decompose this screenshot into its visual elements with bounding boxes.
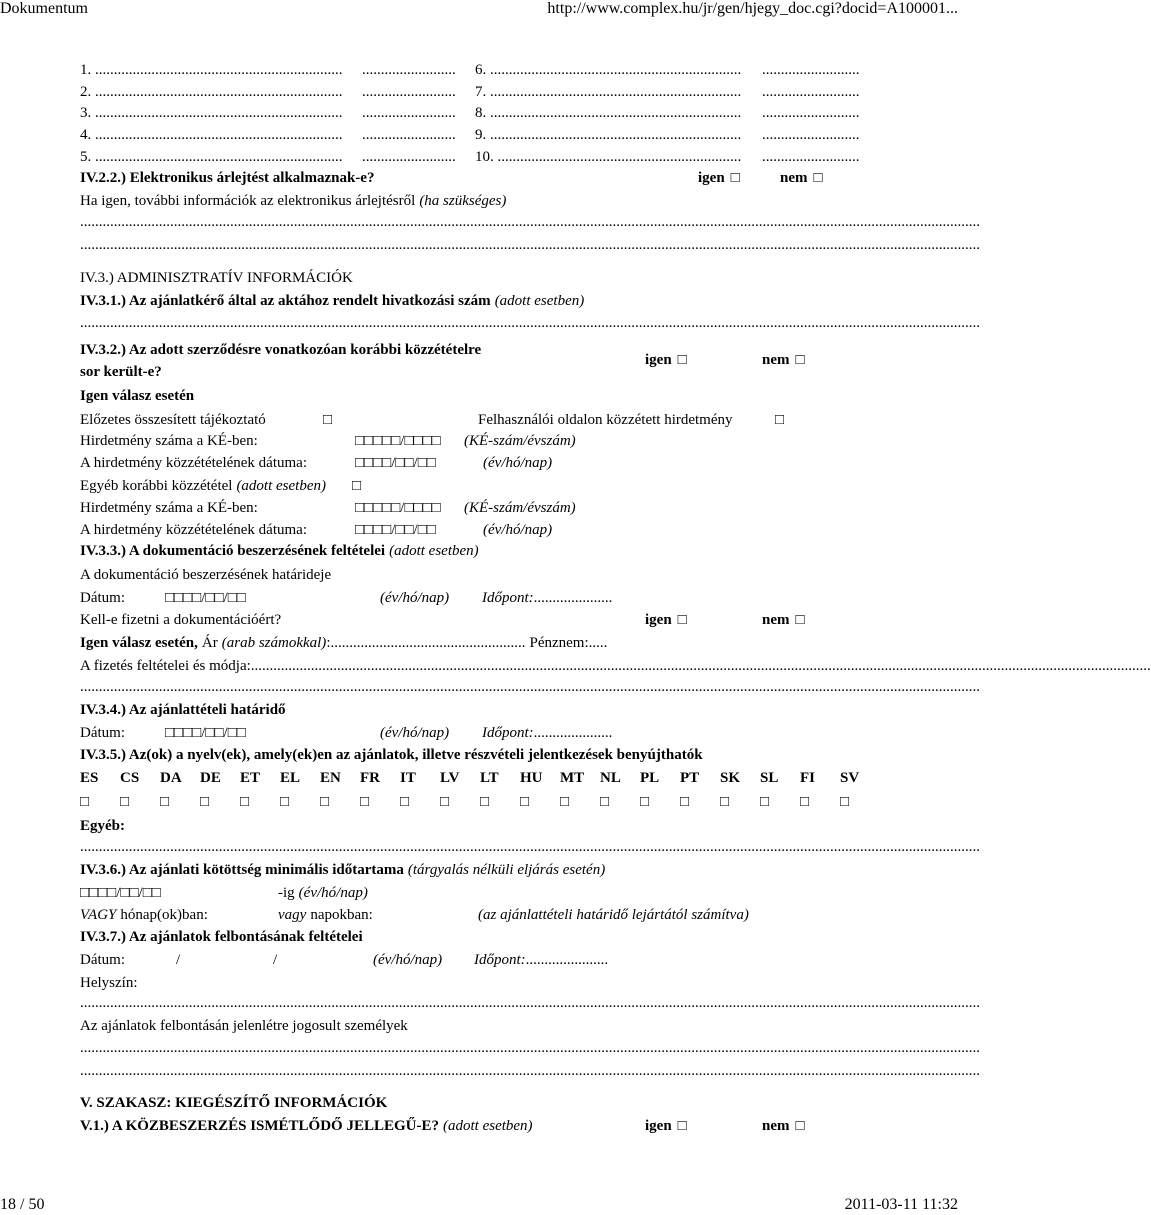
time-field	[474, 951, 608, 969]
date-format: (év/hó/nap)	[373, 952, 443, 968]
notice-number-label: Hirdetmény száma a KÉ-ben:	[80, 433, 258, 449]
checkbox-icon: □	[795, 612, 805, 628]
checkbox-icon: □	[813, 170, 823, 186]
previous-publication-heading-cont: sor került-e?	[80, 364, 162, 380]
checkbox-icon: □	[677, 352, 687, 368]
price-if-yes: Igen válasz esetén,	[80, 635, 198, 651]
documents-heading-row	[80, 542, 479, 560]
list-item-value: .........................	[362, 105, 456, 121]
admin-heading: IV.3.) ADMINISZTRATÍV INFORMÁCIÓK	[80, 270, 353, 286]
date-label: Dátum:	[80, 952, 125, 968]
blank-line: ................................................................................................................................................................................................................................................	[80, 995, 980, 1011]
notice-number-format: (KÉ-szám/évszám)	[464, 500, 576, 516]
list-item-label: 4. ..................................................................	[80, 127, 343, 143]
yes-label: igen	[645, 1118, 672, 1134]
language-code-es: ES	[80, 770, 99, 786]
language-code-it: IT	[400, 770, 416, 786]
checkbox-icon: □	[323, 412, 333, 428]
language-checkbox-en: □	[320, 794, 330, 810]
language-checkbox-es: □	[80, 794, 90, 810]
list-item-value: .........................	[362, 149, 456, 165]
checkbox-icon: □	[775, 412, 785, 428]
blank-line: ................................................................................................................................................................................................................................................	[80, 1040, 980, 1056]
checkbox-icon: □	[677, 612, 687, 628]
notice-number-boxes: □□□□□/□□□□	[355, 433, 441, 449]
payment-terms-label: A fizetés feltételei és módja:	[80, 658, 251, 674]
recurrent-question: V.1.) A KÖZBESZERZÉS ISMÉTLŐDŐ JELLEGŰ-E?	[80, 1118, 439, 1134]
list-item-label: 2. ..................................................................	[80, 84, 343, 100]
list-item-label: 3. ..................................................................	[80, 105, 343, 121]
checkbox-icon: □	[795, 1118, 805, 1134]
validity-heading-row	[80, 861, 605, 879]
validity-months	[80, 906, 208, 924]
publication-date-boxes: □□□□/□□/□□	[355, 522, 436, 538]
blank-line: ................................................................................................................................................................................................................................................	[80, 1063, 980, 1079]
tender-deadline-heading: IV.3.4.) Az ajánlattételi határidő	[80, 702, 286, 718]
no-label: nem	[762, 352, 790, 368]
time-label: Időpont:	[482, 590, 534, 606]
language-code-lt: LT	[480, 770, 499, 786]
header-url: http://www.complex.hu/jr/gen/hjegy_doc.cgi?docid=A100001...	[547, 0, 958, 17]
other-publication-label: Egyéb korábbi közzététel	[80, 478, 233, 494]
e-auction-info-label: Ha igen, további információk az elektronikus árlejtésről	[80, 193, 416, 209]
list-item-label: 5. ..................................................................	[80, 149, 343, 165]
list-item-value: ..........................	[762, 105, 860, 121]
file-reference-row	[80, 292, 584, 310]
notice-number-boxes: □□□□□/□□□□	[355, 500, 441, 516]
languages-heading: IV.3.5.) Az(ok) a nyelv(ek), amely(ek)en az ajánlatok, illetve részvételi jelentkezések benyújthatók	[80, 747, 703, 763]
notice-number-label: Hirdetmény száma a KÉ-ben:	[80, 500, 258, 516]
language-code-en: EN	[320, 770, 341, 786]
language-code-de: DE	[200, 770, 221, 786]
language-code-el: EL	[280, 770, 301, 786]
blank-line: ................................................................................................................................................................................................................................................	[80, 237, 980, 253]
price-label: Ár	[201, 635, 218, 651]
date-label: Dátum:	[80, 590, 125, 606]
language-code-sv: SV	[840, 770, 860, 786]
language-code-pt: PT	[680, 770, 700, 786]
payable-yes-option	[645, 611, 687, 629]
opening-heading: IV.3.7.) Az ajánlatok felbontásának feltételei	[80, 929, 363, 945]
list-item-value: ..........................	[762, 62, 860, 78]
validity-from-note: (az ajánlattételi határidő lejártától számítva)	[478, 907, 749, 923]
price-dots: :....................................................	[326, 635, 526, 651]
e-auction-heading: IV.2.2.) Elektronikus árlejtést alkalmaznak-e?	[80, 170, 375, 186]
previous-publication-heading: IV.3.2.) Az adott szerződésre vonatkozóan korábbi közzétételre	[80, 342, 482, 358]
language-checkbox-lv: □	[440, 794, 450, 810]
recurrent-yes-option	[645, 1117, 687, 1135]
months-label: hónap(ok)ban:	[120, 907, 208, 923]
language-code-fi: FI	[800, 770, 815, 786]
file-reference-note: (adott esetben)	[494, 293, 585, 309]
list-item-value: ..........................	[762, 149, 860, 165]
language-checkbox-el: □	[280, 794, 290, 810]
list-item-value: .........................	[362, 62, 456, 78]
language-code-mt: MT	[560, 770, 585, 786]
checkbox-icon: □	[795, 352, 805, 368]
list-item-label: 10. .................................................................	[475, 149, 742, 165]
list-item-label: 6. ...................................................................	[475, 62, 742, 78]
language-checkbox-cs: □	[120, 794, 130, 810]
previous-publication-yes-option	[645, 351, 687, 369]
date-format: (év/hó/nap)	[483, 522, 553, 538]
time-field	[482, 724, 612, 742]
checkbox-icon: □	[352, 478, 362, 494]
date-boxes: □□□□/□□/□□	[165, 590, 246, 606]
documents-heading: IV.3.3.) A dokumentáció beszerzésének feltételei	[80, 543, 386, 559]
recurrent-note: (adott esetben)	[443, 1118, 533, 1134]
language-checkbox-pt: □	[680, 794, 690, 810]
other-publication-row	[80, 477, 326, 495]
persons-label: Az ajánlatok felbontásán jelenlétre jogosult személyek	[80, 1018, 408, 1034]
date-format: (év/hó/nap)	[483, 455, 553, 471]
language-checkbox-hu: □	[520, 794, 530, 810]
language-checkbox-sv: □	[840, 794, 850, 810]
yes-label: igen	[645, 352, 672, 368]
checkbox-icon: □	[677, 1118, 687, 1134]
language-code-hu: HU	[520, 770, 543, 786]
list-item-label: 8. ...................................................................	[475, 105, 742, 121]
e-auction-no-option	[780, 169, 823, 187]
currency-dots: .....	[588, 635, 608, 651]
language-checkbox-nl: □	[600, 794, 610, 810]
documents-note: (adott esetben)	[389, 543, 479, 559]
other-publication-note: (adott esetben)	[236, 478, 326, 494]
payment-terms-row	[80, 657, 1151, 675]
language-code-lv: LV	[440, 770, 460, 786]
language-code-cs: CS	[120, 770, 140, 786]
recurrent-no-option	[762, 1117, 805, 1135]
date-label: Dátum:	[80, 725, 125, 741]
until-suffix: -ig	[278, 885, 295, 901]
time-field	[482, 589, 612, 607]
language-checkbox-pl: □	[640, 794, 650, 810]
or-lower: vagy	[278, 907, 307, 923]
no-label: nem	[780, 170, 808, 186]
list-item-value: ..........................	[762, 127, 860, 143]
list-item-label: 7. ...................................................................	[475, 84, 742, 100]
blank-line: ................................................................................................................................................................................................................................................	[80, 839, 980, 855]
footer-page: 18 / 50	[0, 1196, 45, 1213]
blank-line: ................................................................................................................................................................................................................................................	[80, 315, 980, 331]
language-code-fr: FR	[360, 770, 380, 786]
language-checkbox-lt: □	[480, 794, 490, 810]
language-checkbox-de: □	[200, 794, 210, 810]
no-label: nem	[762, 1118, 790, 1134]
language-code-da: DA	[160, 770, 182, 786]
language-code-sk: SK	[720, 770, 741, 786]
validity-days	[278, 906, 373, 924]
or-upper: VAGY	[80, 907, 117, 923]
documents-deadline-label: A dokumentáció beszerzésének határideje	[80, 567, 332, 583]
date-slash: /	[273, 952, 278, 968]
language-checkbox-et: □	[240, 794, 250, 810]
list-item-label: 9. ...................................................................	[475, 127, 742, 143]
previous-publication-no-option	[762, 351, 805, 369]
languages-other-label: Egyéb:	[80, 818, 125, 834]
language-codes	[80, 769, 880, 787]
language-checkbox-fr: □	[360, 794, 370, 810]
list-item-value: ..........................	[762, 84, 860, 100]
language-code-nl: NL	[600, 770, 621, 786]
time-dots: ......................	[525, 952, 609, 968]
language-checkboxes	[80, 793, 880, 811]
language-checkbox-da: □	[160, 794, 170, 810]
language-code-sl: SL	[760, 770, 779, 786]
language-checkbox-fi: □	[800, 794, 810, 810]
currency-label: Pénznem:	[529, 635, 589, 651]
time-label: Időpont:	[474, 952, 526, 968]
language-code-pl: PL	[640, 770, 660, 786]
date-format: (év/hó/nap)	[298, 885, 368, 901]
date-boxes: □□□□/□□/□□	[165, 725, 246, 741]
blank-line: ................................................................................................................................................................................................................................................	[80, 679, 980, 695]
e-auction-info	[80, 192, 506, 210]
buyer-profile-notice-label: Felhasználói oldalon közzétett hirdetmény	[478, 412, 733, 428]
days-label: napokban:	[310, 907, 373, 923]
footer-datetime: 2011-03-11 11:32	[844, 1196, 958, 1213]
date-format: (év/hó/nap)	[380, 725, 450, 741]
price-note: (arab számokkal)	[221, 635, 327, 651]
validity-heading: IV.3.6.) Az ajánlati kötöttség minimális időtartama	[80, 862, 404, 878]
language-checkbox-it: □	[400, 794, 410, 810]
language-checkbox-mt: □	[560, 794, 570, 810]
no-label: nem	[762, 612, 790, 628]
blank-line: ................................................................................................................................................................................................................................................	[80, 214, 980, 230]
list-item-label: 1. ..................................................................	[80, 62, 343, 78]
language-checkbox-sk: □	[720, 794, 730, 810]
yes-label: igen	[698, 170, 725, 186]
time-dots: .....................	[533, 725, 613, 741]
prior-info-notice-label: Előzetes összesített tájékoztató	[80, 412, 266, 428]
list-item-value: .........................	[362, 84, 456, 100]
payment-terms-dots: ................................................................................................................................................................................................................................................	[250, 658, 1151, 674]
header-title: Dokumentum	[0, 0, 88, 17]
list-item-value: .........................	[362, 127, 456, 143]
file-reference-heading: IV.3.1.) Az ajánlatkérő által az aktához rendelt hivatkozási szám	[80, 293, 491, 309]
date-format: (év/hó/nap)	[380, 590, 450, 606]
notice-number-format: (KÉ-szám/évszám)	[464, 433, 576, 449]
section-v-heading: V. SZAKASZ: KIEGÉSZÍTŐ INFORMÁCIÓK	[80, 1095, 388, 1111]
publication-date-label: A hirdetmény közzétételének dátuma:	[80, 455, 307, 471]
yes-label: igen	[645, 612, 672, 628]
price-row	[80, 634, 607, 652]
language-checkbox-sl: □	[760, 794, 770, 810]
validity-note: (tárgyalás nélküli eljárás esetén)	[407, 862, 606, 878]
if-yes-label: Igen válasz esetén	[80, 388, 195, 404]
publication-date-label: A hirdetmény közzétételének dátuma:	[80, 522, 307, 538]
publication-date-boxes: □□□□/□□/□□	[355, 455, 436, 471]
checkbox-icon: □	[730, 170, 740, 186]
e-auction-info-note: (ha szükséges)	[419, 193, 507, 209]
place-label: Helyszín:	[80, 975, 138, 991]
payable-no-option	[762, 611, 805, 629]
language-code-et: ET	[240, 770, 261, 786]
recurrent-row	[80, 1117, 533, 1135]
time-dots: .....................	[533, 590, 613, 606]
e-auction-yes-option	[698, 169, 740, 187]
date-boxes: □□□□/□□/□□	[80, 885, 161, 901]
time-label: Időpont:	[482, 725, 534, 741]
validity-until	[278, 884, 368, 902]
date-slash: /	[176, 952, 181, 968]
payable-question: Kell-e fizetni a dokumentációért?	[80, 612, 282, 628]
